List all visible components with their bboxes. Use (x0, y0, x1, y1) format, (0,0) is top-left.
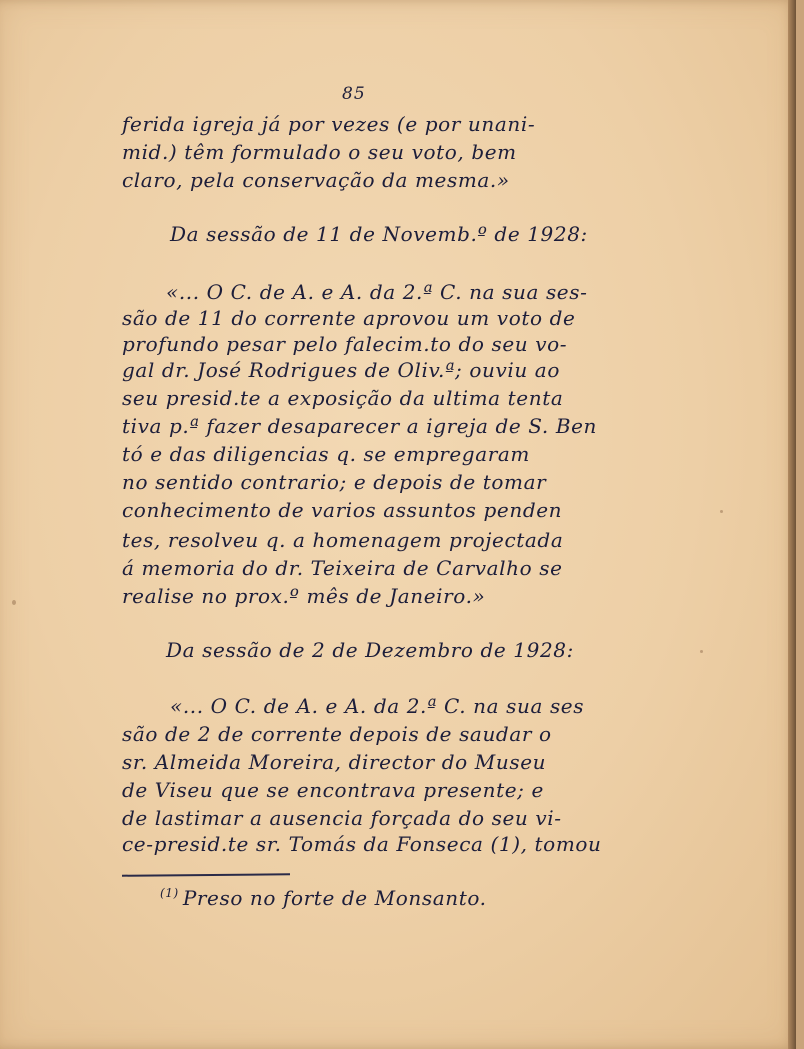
text-line: tó e das diligencias q. se empregaram (122, 442, 530, 466)
text-line: tes, resolveu q. a homenagem projectada (122, 528, 564, 552)
section-heading: Da sessão de 2 de Dezembro de 1928: (166, 638, 574, 662)
text-line: realise no prox.º mês de Janeiro.» (122, 584, 486, 608)
text-line: claro, pela conservação da mesma.» (122, 168, 510, 192)
text-line: de lastimar a ausencia forçada do seu vi- (122, 806, 562, 830)
text-line: são de 2 de corrente depois de saudar o (122, 722, 552, 746)
text-line: são de 11 do corrente aprovou um voto de (122, 306, 576, 330)
footnote (160, 886, 487, 910)
text-line: gal dr. José Rodrigues de Oliv.ª; ouviu ao (122, 358, 560, 382)
text-line: ce-presid.te sr. Tomás da Fonseca (1), tomou (122, 832, 602, 856)
text-line: conhecimento de varios assuntos penden (122, 498, 563, 522)
text-line: «... O C. de A. e A. da 2.ª C. na sua ses (170, 694, 585, 718)
text-line: ferida igreja já por vezes (e por unani- (122, 112, 536, 136)
footnote-marker: (1) (160, 886, 179, 900)
text-line: tiva p.ª fazer desaparecer a igreja de S. Ben (122, 414, 598, 438)
text-line: sr. Almeida Moreira, director do Museu (122, 750, 547, 774)
footnote-divider (122, 873, 290, 876)
paper-speck (12, 600, 16, 605)
paper-speck (700, 650, 703, 653)
section-heading: Da sessão de 11 de Novemb.º de 1928: (170, 222, 588, 246)
page-edge-shadow (788, 0, 796, 1049)
text-line: no sentido contrario; e depois de tomar (122, 470, 547, 494)
text-line: «... O C. de A. e A. da 2.ª C. na sua ses- (166, 280, 588, 304)
text-line: á memoria do dr. Teixeira de Carvalho se (122, 556, 563, 580)
text-line: mid.) têm formulado o seu voto, bem (122, 140, 517, 164)
page-number: 85 (342, 84, 366, 104)
text-line: profundo pesar pelo falecim.to do seu vo- (122, 332, 568, 356)
paper-speck (720, 510, 723, 513)
footnote-text: Preso no forte de Monsanto. (182, 886, 487, 910)
text-line: seu presid.te a exposição da ultima tenta (122, 386, 564, 410)
text-line: de Viseu que se encontrava presente; e (122, 778, 544, 802)
